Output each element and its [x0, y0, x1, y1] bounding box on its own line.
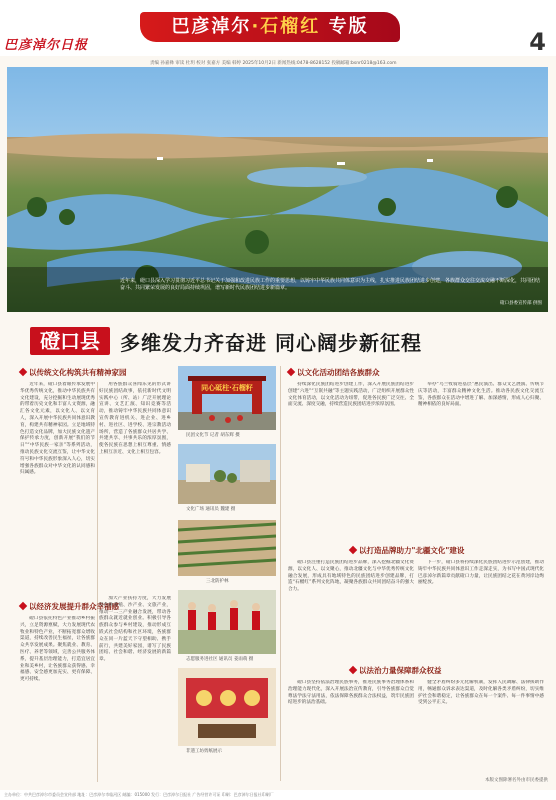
article-paragraph: 磴口县依托特色产业推动乡村振兴，立足资源禀赋，大力发展现代农牧业和特色产业，不断拓宽群众增收渠道，持续改善民生福祉，让各族群众共享发展成果。聚焦就业、教育、医疗、养老等领域，完善公共服务体系，提升基层治理能力，打造宜居宜业和美乡村，让各族群众获得感、幸福感、安全感更加充实、更有保障、更可持续。 [20, 616, 95, 683]
hero-credit: 磴口县委宣传部 供图 [500, 301, 542, 306]
section-title: 以传统文化构筑共有精神家园 [29, 367, 127, 377]
hero-caption: 近年来，磴口县深入学习贯彻习近平总书记关于加强和改进民族工作的重要思想，以铸牢中华民族共同体意识为主线，扎实推进民族团结进步创建，各族群众交往交流交融不断深化，共同团结奋斗、共同繁荣发展的良好局面持续巩固，谱写新时代民族团结进步新篇章。 [120, 278, 541, 291]
photo-square [178, 444, 276, 504]
page-number: 4 [529, 28, 546, 56]
special-title-sep: · [251, 16, 261, 37]
section-title: 以法治力量保障群众权益 [359, 665, 442, 675]
article-text-1 [20, 382, 95, 592]
photo-caption-1: 民团文化节 记者 胡东辉 摄 [186, 433, 240, 438]
section-title: 以经济发展提升群众幸福感 [29, 601, 119, 611]
article-paragraph: 加大产业扶持力度，大力发展特色种养殖、沙产业、文旅产业，推动一二三产业融合发展，带动各族群众就近就业创业。积极引导各族群众参与乡村建设，推动形成互嵌式社会结构和社区环境，各族群众在同一片蓝天下守望相助、携手前行，共建美好家园，谱写了民族团结、社会和谐、经济发展的新篇章。 [99, 596, 171, 663]
article-paragraph: 磴口县注重打造民族团结进步品牌，深入挖掘北疆文化资源，以文化人、以文聚心，推动北疆文化与中华优秀传统文化融合发展，形成具有地域特色的民族团结进步创建品牌，打造“石榴红”系列文化阵地，凝聚各族群众共同团结奋斗的强大合力。 [288, 560, 414, 593]
special-title-part2: 石榴红 [260, 16, 321, 37]
hero-photo [7, 67, 548, 312]
article-text-2 [99, 382, 171, 592]
article-paragraph: 下一步，磴口县将持续深化民族团结进步示范创建，推动铸牢中华民族共同体意识工作走深走实，为书写中国式现代化巴彦淖尔新篇章贡献磴口力量，让民族团结之花在黄河岸边绚丽绽放。 [418, 560, 544, 586]
article-paragraph: 健全矛盾纠纷多元化解机制，发挥人民调解、法律援助作用，畅通群众诉求表达渠道，及时化解各类矛盾纠纷，切实维护社会和谐稳定，让各族群众在每一个案件、每一件事情中感受到公平正义。 [418, 680, 544, 706]
photo-gate [178, 366, 276, 430]
diamond-icon [349, 546, 357, 554]
diamond-icon [349, 666, 357, 674]
photo-caption-3: 三北防护林 [206, 579, 229, 584]
special-title-part3: 专版 [328, 16, 369, 37]
special-title-banner [140, 12, 400, 42]
diamond-icon [19, 602, 27, 610]
section-head-culture [20, 366, 127, 378]
article-text-9 [288, 680, 414, 776]
article-text-8 [418, 560, 544, 660]
article-text-5 [288, 382, 414, 532]
column-rule [280, 366, 281, 781]
diamond-icon [287, 368, 295, 376]
photo-volunteers [178, 590, 276, 654]
article-paragraph: 近年来，磴口县着眼传承发展中华优秀传统文化，推动中华民族共有文化建设，充分挖掘和生动展现优秀的带着历史文化和丰富人文资源，融汇各文化元素，以文化人、以文育人，深入开展中华民族共同体意识教育，构建共有精神家园。立足地域特色打造文化品牌，加大民族文化遗产保护传承力度，创新开展“我们的节日”“中华民族一家亲”等系列活动，推动民族文化交流互鉴，让中华文化符号和中华民族形象深入人心，切实增强各族群众对中华文化的认同感和归属感。 [20, 382, 95, 476]
gate-sign: 同心砥柱·石榴籽 [201, 384, 253, 392]
section-head-activities [288, 366, 380, 378]
article-text-6 [418, 382, 544, 532]
photo-caption-4: 志愿服务进社区 通讯员 姜雨萌 摄 [186, 657, 254, 662]
article-paragraph: 用各族群众喜闻乐见的形式讲好民族团结故事，依托新时代文明实践中心（所、站）广泛开展理论宣讲、文艺汇演、知识竞赛等活动，推动铸牢中华民族共同体意识宣传教育进机关、进企业、进乡村、进社区、进学校、进宗教活动场所，营造了各族群众共居共学、共建共享、共事共乐的浓厚氛围，使各民族在思想上相互尊重、情感上相互亲近、文化上相互包容。 [99, 382, 171, 455]
diamond-icon [19, 368, 27, 376]
article-text-4 [99, 596, 171, 781]
section-head-brand [350, 544, 464, 556]
section-title: 以文化活动团结各族群众 [297, 367, 380, 377]
photo-forest [178, 520, 276, 576]
photo-caption-5: 非遗工坊剪纸展示 [186, 749, 222, 754]
masthead-logo: 巴彦淖尔日报 [4, 38, 89, 53]
section-head-law [350, 664, 442, 676]
article-text-3 [20, 616, 95, 781]
article-paragraph: 磴口县坚持依法治理民族事务，推进民族事务治理体系和治理能力现代化，深入开展法治宣传教育，引导各族群众自觉尊法学法守法用法，依法保障各族群众合法权益，筑牢民族团结进步的法治基础。 [288, 680, 414, 706]
article-paragraph: 举办“乌兰牧骑进基层”惠民演出、群众文艺展演、传统节庆等活动，丰富群众精神文化生活。推动各民族文化交流互鉴，各族群众在活动中增进了解、加深感情，形成人心归聚、精神相依的良好局面。 [418, 382, 544, 408]
article-text-7 [288, 560, 414, 660]
article-text-10 [418, 680, 544, 774]
editor-note: 本版文图除署名外由市民委提供 [485, 778, 548, 783]
photo-caption-2: 文化广场 通讯员 魏建 摄 [186, 507, 236, 512]
article-paragraph: 持续深化民族团结进步创建工作，深入开展民族团结进步创建“六进”“互嵌共融”等主题实践活动，广泛组织开展群众性文化体育活动，以文化活动为纽带，促进各民族广泛交往、全面交流、深度交融，持续营造民族团结进步浓厚氛围。 [288, 382, 414, 408]
section-title: 以打造品牌助力"北疆文化"建设 [359, 545, 465, 555]
headline [30, 326, 422, 356]
headline-tag: 磴口县 [30, 327, 110, 355]
special-title-part1: 巴彦淖尔 [171, 16, 252, 37]
column-rule [97, 382, 98, 782]
headline-main: 多维发力齐奋进 同心阔步新征程 [120, 330, 422, 355]
meta-line: 责编 孙嘉彝 审读 杜玥 校对 张嘉方 美编 韩婷 2025年10月2日 新闻热线:0478-8628152 投稿邮箱:bsnr0218@163.com [150, 61, 397, 66]
photo-workshop [178, 668, 276, 746]
page-footer: 主办单位：中共巴彦淖尔市委员会宣传部 地址：巴彦淖尔市临河区 邮编：015000 发行：巴彦淖尔日报社 广告经营许可证 印刷：巴彦淖尔日报社印刷厂 [0, 790, 556, 800]
